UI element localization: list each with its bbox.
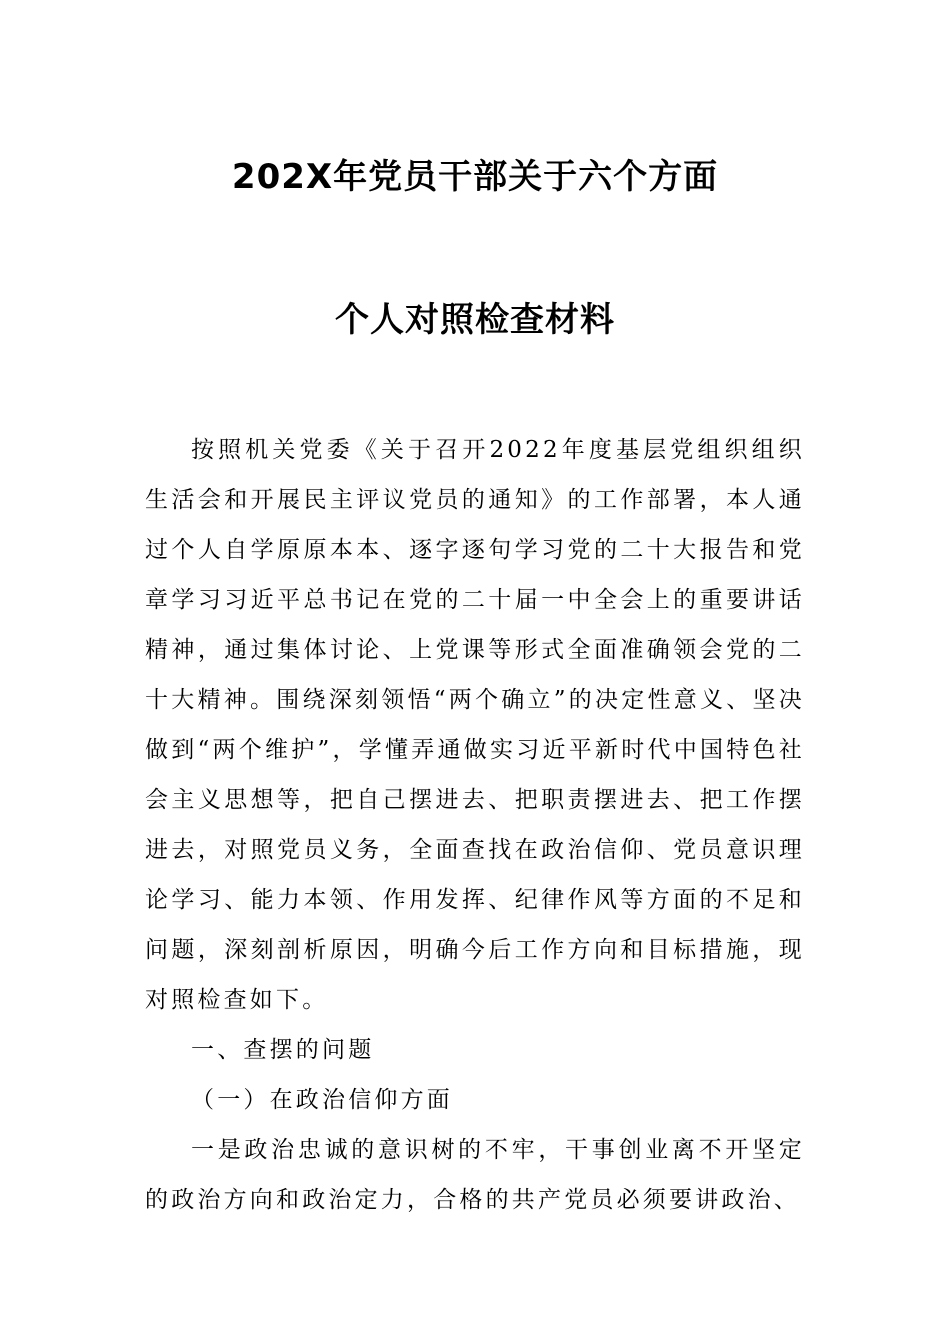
document-body xyxy=(145,425,805,1225)
document-title-line-2: 个人对照检查材料 xyxy=(335,300,615,340)
body-paragraph: 一是政治忠诚的意识树的不牢，干事创业离不开坚定的政治方向和政治定力，合格的共产党员必须要讲政治、 xyxy=(145,1137,805,1213)
intro-paragraph: 按照机关党委《关于召开2022年度基层党组织组织生活会和开展民主评议党员的通知》的工作部署，本人通过个人自学原原本本、逐字逐句学习党的二十大报告和党章学习习近平总书记在党的二十届一中全会上的重要讲话精神，通过集体讨论、上党课等形式全面准确领会党的二十大精神。围绕深刻领悟“两个确立”的决定性意义、坚决做到“两个维护”，学懂弄通做实习近平新时代中国特色社会主义思想等，把自己摆进去、把职责摆进去、把工作摆进去，对照党员义务，全面查找在政治信仰、党员意识理论学习、能力本领、作用发挥、纪律作风等方面的不足和问题，深刻剖析原因，明确今后工作方向和目标措施，现对照检查如下。 xyxy=(145,437,805,1013)
subsection-heading: （一）在政治信仰方面 xyxy=(191,1087,453,1113)
section-heading: 一、查摆的问题 xyxy=(191,1037,375,1063)
document-title-line-1: 202X年党员干部关于六个方面 xyxy=(231,157,719,197)
